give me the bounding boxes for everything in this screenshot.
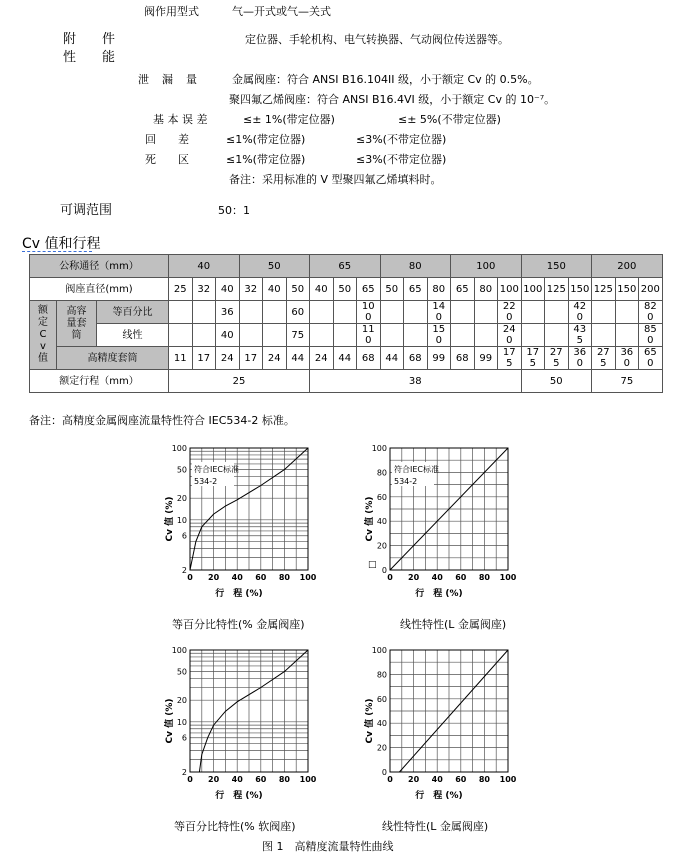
table-title: Cv 值和行程 xyxy=(22,236,101,252)
x-tick-label: 20 xyxy=(408,775,420,784)
chart-linear-metal xyxy=(360,438,540,608)
cv-cell: 24 xyxy=(310,347,334,370)
cv-cell: 60 xyxy=(286,301,310,324)
seat-diam: 65 xyxy=(451,278,475,301)
seat-diam: 25 xyxy=(169,278,193,301)
cv-cell: 10 0 xyxy=(357,301,381,324)
deadband-without: ≤3%(不带定位器) xyxy=(356,153,447,166)
rated-cv-label: 额定Cv值 xyxy=(30,301,57,370)
hysteresis-with: ≤1%(带定位器) xyxy=(226,133,306,146)
cv-cell xyxy=(333,324,357,347)
iec-code: 534-2 xyxy=(394,477,418,486)
y-tick-label: 6 xyxy=(181,733,187,743)
leakage-label: 泄 漏 量 xyxy=(138,73,198,86)
cv-cell xyxy=(404,324,428,347)
seat-label: 阀座直径(mm) xyxy=(30,278,169,301)
y-tick-label: 80 xyxy=(376,468,387,478)
cv-cell: 14 0 xyxy=(427,301,451,324)
cv-cell: 24 xyxy=(216,347,240,370)
y-tick-label: 10 xyxy=(176,515,187,525)
seat-diam: 100 xyxy=(521,278,545,301)
y-tick-label: 0 xyxy=(381,566,387,575)
spec-note: 备注：采用标准的 V 型聚四氟乙烯填料时。 xyxy=(229,173,442,186)
basic-error-label: 基 本 误 差 xyxy=(153,113,208,126)
seat-diam: 50 xyxy=(380,278,404,301)
iec-note: 符合IEC标准 xyxy=(394,465,439,474)
x-tick-label: 40 xyxy=(431,573,443,582)
performance-label: 性 能 xyxy=(63,50,116,65)
cv-cell: 68 xyxy=(404,347,428,370)
y-tick-label: 20 xyxy=(376,541,387,551)
cv-cell: 24 0 xyxy=(498,324,522,347)
cv-cell: 27 5 xyxy=(592,347,616,370)
cv-cell xyxy=(545,301,569,324)
cv-cell: 17 xyxy=(239,347,263,370)
x-tick-label: 40 xyxy=(431,775,443,784)
cv-cell: 44 xyxy=(380,347,404,370)
cv-cell: 68 xyxy=(451,347,475,370)
cv-cell xyxy=(451,324,475,347)
cv-cell xyxy=(521,324,545,347)
y-tick-label: 60 xyxy=(376,492,387,502)
x-axis-label: 行 程 (%) xyxy=(415,589,463,599)
caption-equal-pct-metal: 等百分比特性(% 金属阀座) xyxy=(172,618,305,631)
stroke-label: 额定行程（mm） xyxy=(30,370,169,393)
seat-diam: 32 xyxy=(239,278,263,301)
seat-diam: 32 xyxy=(192,278,216,301)
cv-table xyxy=(29,254,663,393)
cv-cell xyxy=(310,324,334,347)
cv-cell: 36 0 xyxy=(568,347,592,370)
x-tick-label: 80 xyxy=(278,573,290,582)
cv-cell: 36 0 xyxy=(615,347,639,370)
y-tick-label: 20 xyxy=(176,494,187,504)
cv-cell: 43 5 xyxy=(568,324,592,347)
iec-code: 534-2 xyxy=(194,477,218,486)
stroke-value: 50 xyxy=(521,370,592,393)
cv-cell: 27 5 xyxy=(545,347,569,370)
seat-diam: 40 xyxy=(216,278,240,301)
cv-cell xyxy=(615,324,639,347)
x-axis-label: 行 程 (%) xyxy=(415,791,463,801)
seat-diam: 65 xyxy=(404,278,428,301)
seat-diam: 50 xyxy=(286,278,310,301)
cv-cell xyxy=(263,324,287,347)
cv-cell: 42 0 xyxy=(568,301,592,324)
cv-cell: 99 xyxy=(474,347,498,370)
cv-cell: 36 xyxy=(216,301,240,324)
x-tick-label: 100 xyxy=(499,573,517,582)
stroke-row xyxy=(30,370,663,393)
stroke-value: 25 xyxy=(169,370,310,393)
seat-diam: 40 xyxy=(263,278,287,301)
cv-cell xyxy=(521,301,545,324)
seat-diam: 65 xyxy=(357,278,381,301)
seat-diam: 150 xyxy=(615,278,639,301)
x-tick-label: 0 xyxy=(187,573,193,582)
leakage-ptfe: 聚四氟乙烯阀座：符合 ANSI B16.4VI 级，小于额定 Cv 的 10⁻⁷。 xyxy=(229,93,556,106)
leakage-metal: 金属阀座：符合 ANSI B16.104II 级，小于额定 Cv 的 0.5%。 xyxy=(232,73,539,86)
linear-label: 线性 xyxy=(97,324,169,347)
action-type-label: 阀作用型式 xyxy=(144,5,199,18)
seat-row xyxy=(30,278,663,301)
cv-cell: 75 xyxy=(286,324,310,347)
cv-cell xyxy=(615,301,639,324)
x-tick-label: 40 xyxy=(231,775,243,784)
cv-cell: 17 5 xyxy=(521,347,545,370)
y-tick-label: 20 xyxy=(176,696,187,706)
accessories-label: 附 件 xyxy=(63,32,116,47)
deadband-with: ≤1%(带定位器) xyxy=(226,153,306,166)
equal-pct-label: 等百分比 xyxy=(97,301,169,324)
x-axis-label: 行 程 (%) xyxy=(215,589,263,599)
nominal-size: 150 xyxy=(521,255,592,278)
figure-title: 图 1 高精度流量特性曲线 xyxy=(262,840,394,853)
y-tick-label: 6 xyxy=(181,531,187,541)
chart-equal-pct-soft xyxy=(160,640,330,810)
seat-diam: 100 xyxy=(498,278,522,301)
stroke-value: 75 xyxy=(592,370,663,393)
seat-diam: 80 xyxy=(427,278,451,301)
cv-cell xyxy=(239,324,263,347)
x-tick-label: 0 xyxy=(387,573,393,582)
cv-cell xyxy=(380,301,404,324)
cv-cell: 15 0 xyxy=(427,324,451,347)
cv-cell xyxy=(474,301,498,324)
title-underline xyxy=(22,251,92,252)
seat-diam: 125 xyxy=(592,278,616,301)
x-tick-label: 100 xyxy=(299,775,317,784)
cv-cell xyxy=(545,324,569,347)
equal-pct-row xyxy=(30,301,663,324)
y-tick-label: 100 xyxy=(371,444,387,453)
basic-error-without: ≤± 5%(不带定位器) xyxy=(398,113,501,126)
nominal-size: 65 xyxy=(310,255,381,278)
cv-cell xyxy=(404,301,428,324)
y-tick-label: 50 xyxy=(176,465,187,475)
cv-cell xyxy=(451,301,475,324)
nominal-size: 80 xyxy=(380,255,451,278)
accessories-value: 定位器、手轮机构、电气转换器、气动阀位传送器等。 xyxy=(245,33,509,46)
iec-note: 符合IEC标准 xyxy=(194,465,239,474)
x-tick-label: 40 xyxy=(231,573,243,582)
cv-cell: 40 xyxy=(216,324,240,347)
cv-cell: 22 0 xyxy=(498,301,522,324)
cv-cell xyxy=(333,301,357,324)
y-tick-label: 2 xyxy=(181,768,187,777)
cv-cell xyxy=(263,301,287,324)
stroke-value: 38 xyxy=(310,370,522,393)
cv-cell xyxy=(380,324,404,347)
cv-cell xyxy=(310,301,334,324)
x-tick-label: 60 xyxy=(455,775,467,784)
table-note: 备注：高精度金属阀座流量特性符合 IEC534-2 标准。 xyxy=(29,414,295,427)
y-axis-label: Cv 值 (%) xyxy=(365,496,375,542)
y-axis-label: Cv 值 (%) xyxy=(165,698,175,744)
seat-diam: 80 xyxy=(474,278,498,301)
high-cap-label: 高容量套筒 xyxy=(57,301,97,347)
x-tick-label: 0 xyxy=(387,775,393,784)
nominal-size: 40 xyxy=(169,255,240,278)
cv-cell: 17 5 xyxy=(498,347,522,370)
x-tick-label: 20 xyxy=(408,573,420,582)
y-tick-label: 100 xyxy=(371,646,387,655)
action-type-value: 气—开式或气—关式 xyxy=(232,5,331,18)
y-tick-label: 10 xyxy=(176,717,187,727)
cv-cell xyxy=(192,301,216,324)
y-tick-label: 60 xyxy=(376,694,387,704)
x-tick-label: 20 xyxy=(208,573,220,582)
x-tick-label: 80 xyxy=(278,775,290,784)
cv-cell: 65 0 xyxy=(639,347,663,370)
hysteresis-label: 回 差 xyxy=(145,133,189,146)
caption-equal-pct-soft: 等百分比特性(% 软阀座) xyxy=(174,820,296,833)
cv-cell xyxy=(192,324,216,347)
cv-cell: 44 xyxy=(333,347,357,370)
linear-row xyxy=(30,324,663,347)
seat-diam: 50 xyxy=(333,278,357,301)
chart-linear-metal-2 xyxy=(360,640,540,810)
caption-linear-metal: 线性特性(L 金属阀座) xyxy=(400,618,507,631)
cv-cell xyxy=(474,324,498,347)
x-tick-label: 100 xyxy=(499,775,517,784)
series-line xyxy=(199,650,308,772)
seat-diam: 200 xyxy=(639,278,663,301)
y-tick-label: 100 xyxy=(171,444,187,453)
cv-cell: 82 0 xyxy=(639,301,663,324)
y-tick-label: 2 xyxy=(181,566,187,575)
chart-equal-pct-metal xyxy=(160,438,330,608)
y-axis-label: Cv 值 (%) xyxy=(165,496,175,542)
y-tick-label: 100 xyxy=(171,646,187,655)
y-tick-label: 40 xyxy=(376,517,387,527)
high-precision-label: 高精度套筒 xyxy=(57,347,169,370)
nominal-row xyxy=(30,255,663,278)
cv-cell: 68 xyxy=(357,347,381,370)
cv-cell: 85 0 xyxy=(639,324,663,347)
cv-cell: 44 xyxy=(286,347,310,370)
cv-cell: 99 xyxy=(427,347,451,370)
high-precision-row xyxy=(30,347,663,370)
cv-cell xyxy=(592,324,616,347)
nominal-size: 50 xyxy=(239,255,310,278)
seat-diam: 125 xyxy=(545,278,569,301)
y-axis-label: Cv 值 (%) xyxy=(365,698,375,744)
cv-cell: 11 xyxy=(169,347,193,370)
cv-cell: 24 xyxy=(263,347,287,370)
deadband-label: 死 区 xyxy=(145,153,189,166)
y-tick-label: 50 xyxy=(176,667,187,677)
cv-cell: 11 0 xyxy=(357,324,381,347)
range-label: 可调范围 xyxy=(60,203,113,218)
y-tick-label: 20 xyxy=(376,743,387,753)
stray-mark: □ xyxy=(368,560,377,570)
basic-error-with: ≤± 1%(带定位器) xyxy=(243,113,335,126)
x-tick-label: 60 xyxy=(255,573,267,582)
range-value: 50：1 xyxy=(218,204,250,217)
seat-diam: 150 xyxy=(568,278,592,301)
y-tick-label: 80 xyxy=(376,670,387,680)
x-tick-label: 100 xyxy=(299,573,317,582)
x-tick-label: 80 xyxy=(478,775,490,784)
x-tick-label: 0 xyxy=(187,775,193,784)
cv-cell xyxy=(592,301,616,324)
nominal-size: 200 xyxy=(592,255,663,278)
nominal-size: 100 xyxy=(451,255,522,278)
y-tick-label: 0 xyxy=(381,768,387,777)
hysteresis-without: ≤3%(不带定位器) xyxy=(356,133,447,146)
nominal-label: 公称通径（mm） xyxy=(30,255,169,278)
x-axis-label: 行 程 (%) xyxy=(215,791,263,801)
x-tick-label: 60 xyxy=(255,775,267,784)
cv-cell xyxy=(169,324,193,347)
y-tick-label: 40 xyxy=(376,719,387,729)
cv-cell xyxy=(169,301,193,324)
seat-diam: 40 xyxy=(310,278,334,301)
cv-cell: 17 xyxy=(192,347,216,370)
x-tick-label: 60 xyxy=(455,573,467,582)
cv-cell xyxy=(239,301,263,324)
caption-linear-metal-2: 线性特性(L 金属阀座) xyxy=(382,820,489,833)
x-tick-label: 20 xyxy=(208,775,220,784)
x-tick-label: 80 xyxy=(478,573,490,582)
